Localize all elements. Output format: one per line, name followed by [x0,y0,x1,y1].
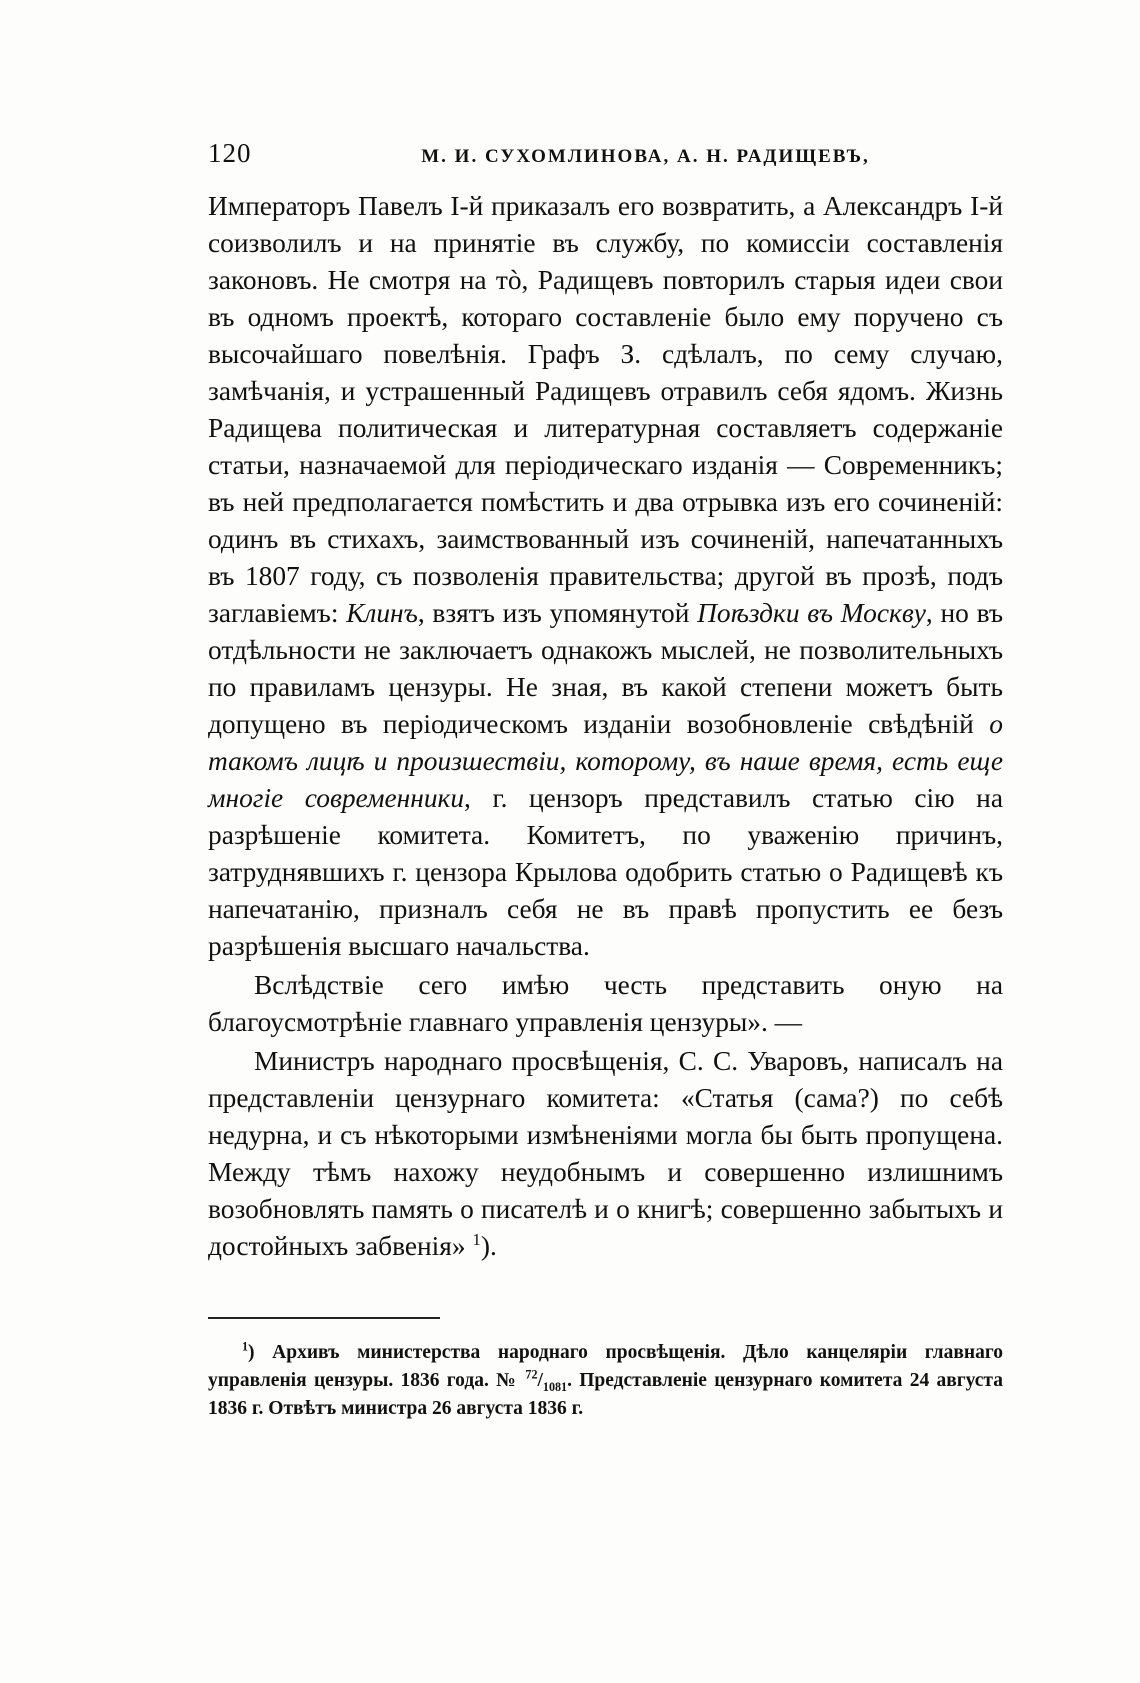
footnote-marker: 1 [242,1339,249,1354]
paragraph-1-text-a: Императоръ Павелъ I-й приказалъ его возвратить, а Александръ I-й соизволилъ и на принятіе въ службу, по комиссіи составленія законовъ. Не смотря на тò, Радищевъ повторилъ старыя идеи свои въ одномъ проектѣ, котораго составленіе было ему поручено съ высочайшаго повелѣнія. Графъ З. сдѣлалъ, по сему случаю, замѣчанія, и устрашенный Радищевъ отравилъ себя ядомъ. Жизнь Радищева политическая и литературная составляетъ содержаніе статьи, назначаемой для періодическаго изданія — Современникъ; въ ней предполагается помѣстить и два отрывка изъ его сочиненій: одинъ въ стихахъ, заимствованный изъ сочиненій, напечатанныхъ въ 1807 году, съ позволенія правительства; другой въ прозѣ, подъ заглавіемъ: [208,191,1003,628]
footnote-reference: 1 [472,1229,481,1249]
paragraph-3-end: ). [480,1231,497,1261]
footnote-text-a: ) Архивъ министерства народнаго просвѣщенія. Дѣло канцеляріи главнаго управленія цензуры. 1836 года. № [208,1342,1003,1391]
italic-title-journey: Поѣздки въ Москву [697,598,926,628]
paragraph-1 [208,188,1003,965]
paragraph-1-text-d: , г. цензоръ представилъ статью сію на разрѣшеніе комитета. Комитетъ, по уваженію причинъ, затруднявшихъ г. цензора Крылова одобрить статью о Радищевѣ къ напечатанію, призналъ себя не въ правѣ пропустить ее безъ разрѣшенія высшаго начальства. [208,783,1003,961]
paragraph-3-text: Министръ народнаго просвѣщенія, С. С. Уваровъ, написалъ на представленіи цензурнаго комитета: «Статья (сама?) по себѣ недурна, и съ нѣкоторыми измѣненіями могла бы быть пропущена. Между тѣмъ нахожу неудобнымъ и совершенно излишнимъ возобновлять память о писателѣ и о книгѣ; совершенно забытыхъ и достойныхъ забвенія» [208,1046,1003,1261]
paragraph-1-text-c: , но въ отдѣльности не заключаетъ однакожъ мыслей, не позволительныхъ по правиламъ цензуры. Не зная, въ какой степени можетъ быть допущено въ періодическомъ изданіи возобновленіе свѣдѣній [208,598,1004,739]
footnote-text-b: . Представленіе цензурнаго комитета 24 августа 1836 г. Отвѣтъ министра 26 августа 1836 г. [208,1370,1003,1419]
footnote-divider [208,1317,440,1319]
italic-quote-contemporaries: о такомъ лицѣ и произшествіи, которому, въ наше время, есть еще многіе современники [208,709,1003,813]
page-number: 120 [208,138,252,168]
paragraph-3 [208,1043,1003,1265]
running-head [208,138,1003,184]
footnote-fraction-numerator: 72 [525,1367,538,1382]
main-text [208,188,1003,1265]
paragraph-1-text-b: , взятъ изъ упомянутой [417,598,698,628]
footnote [208,1339,1003,1423]
footnote-fraction-slash: / [537,1370,543,1391]
running-title: М. И. СУХОМЛИНОВА, А. Н. РАДИЩЕВЪ, [421,146,870,167]
footnote-fraction-denominator: 1081 [542,1379,568,1394]
paragraph-2: Вслѣдствіе сего имѣю честь представить оную на благоусмотрѣніе главнаго управленія цензуры». — [208,970,1003,1037]
book-page [208,138,1003,1423]
italic-title-klin: Клинъ [346,598,418,628]
